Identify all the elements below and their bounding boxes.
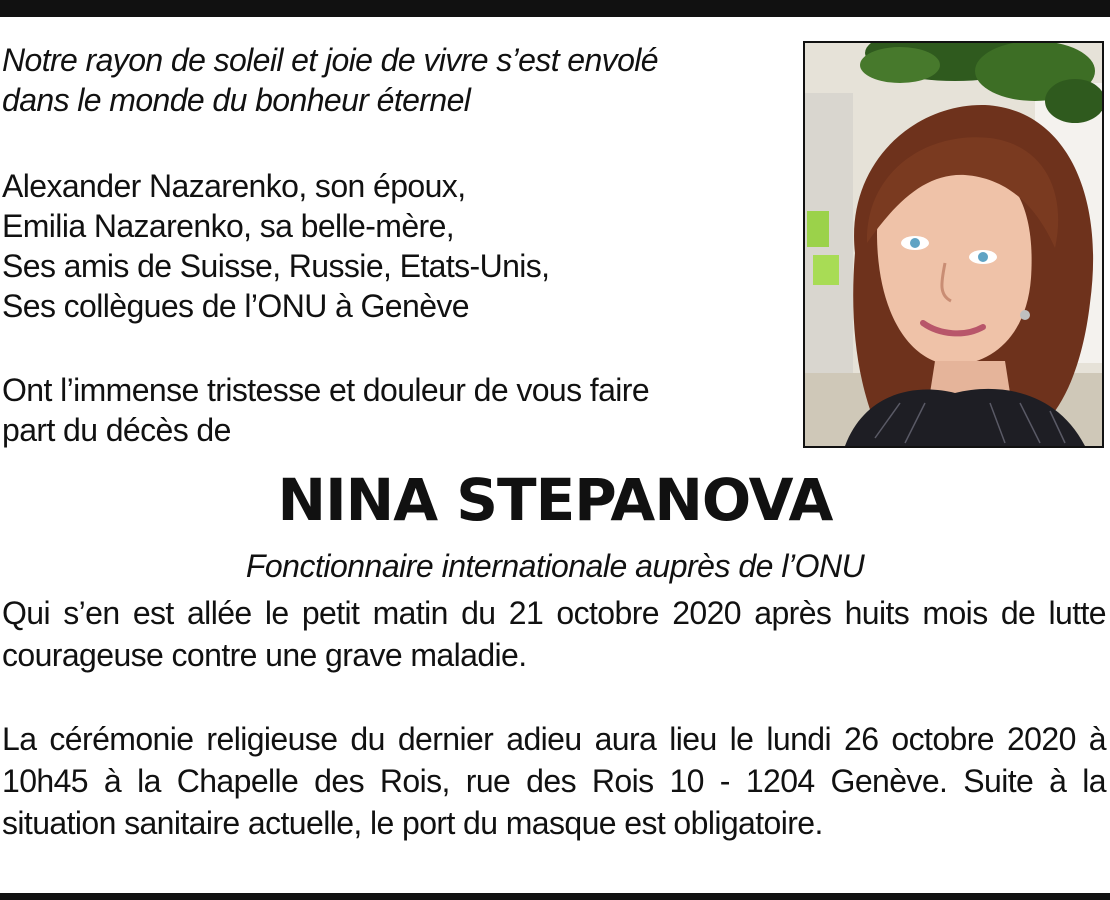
portrait-illustration	[805, 43, 1102, 446]
family-line-4: Ses collègues de l’ONU à Genève	[2, 288, 469, 324]
deceased-name: NINA STEPANOVA	[277, 466, 833, 534]
announcement-line-1: Ont l’immense tristesse et douleur de vous faire	[2, 372, 650, 408]
family-line-1: Alexander Nazarenko, son époux,	[2, 168, 466, 204]
family-line-2: Emilia Nazarenko, sa belle-mère,	[2, 208, 455, 244]
sticky-note-2	[813, 255, 839, 285]
sticky-note	[807, 211, 829, 247]
top-rule	[0, 0, 1110, 17]
family-line-3: Ses amis de Suisse, Russie, Etats-Unis,	[2, 248, 550, 284]
intro-line-2: dans le monde du bonheur éternel	[2, 82, 471, 118]
intro-verse	[2, 40, 782, 120]
passing-paragraph: Qui s’en est allée le petit matin du 21 octobre 2020 après huits mois de lutte courageuse contre une grave maladie.	[2, 595, 1106, 673]
deceased-role: Fonctionnaire internationale auprès de l’ONU	[245, 548, 865, 584]
announcement-line-2: part du décès de	[2, 412, 231, 448]
bottom-rule	[0, 893, 1110, 900]
ceremony-paragraph: La cérémonie religieuse du dernier adieu aura lieu le lundi 26 octobre 2020 à 10h45 à la Chapelle des Rois, rue des Rois 10 - 1204 Genève. Suite à la situation sanitaire actuelle, le port du masque est obligatoire.	[2, 721, 1106, 841]
family-list	[2, 166, 782, 326]
neck	[930, 361, 1010, 393]
announcement	[2, 370, 782, 450]
earring	[1020, 310, 1030, 320]
portrait-photo	[803, 41, 1104, 448]
intro-line-1: Notre rayon de soleil et joie de vivre s’est envolé	[2, 42, 658, 78]
